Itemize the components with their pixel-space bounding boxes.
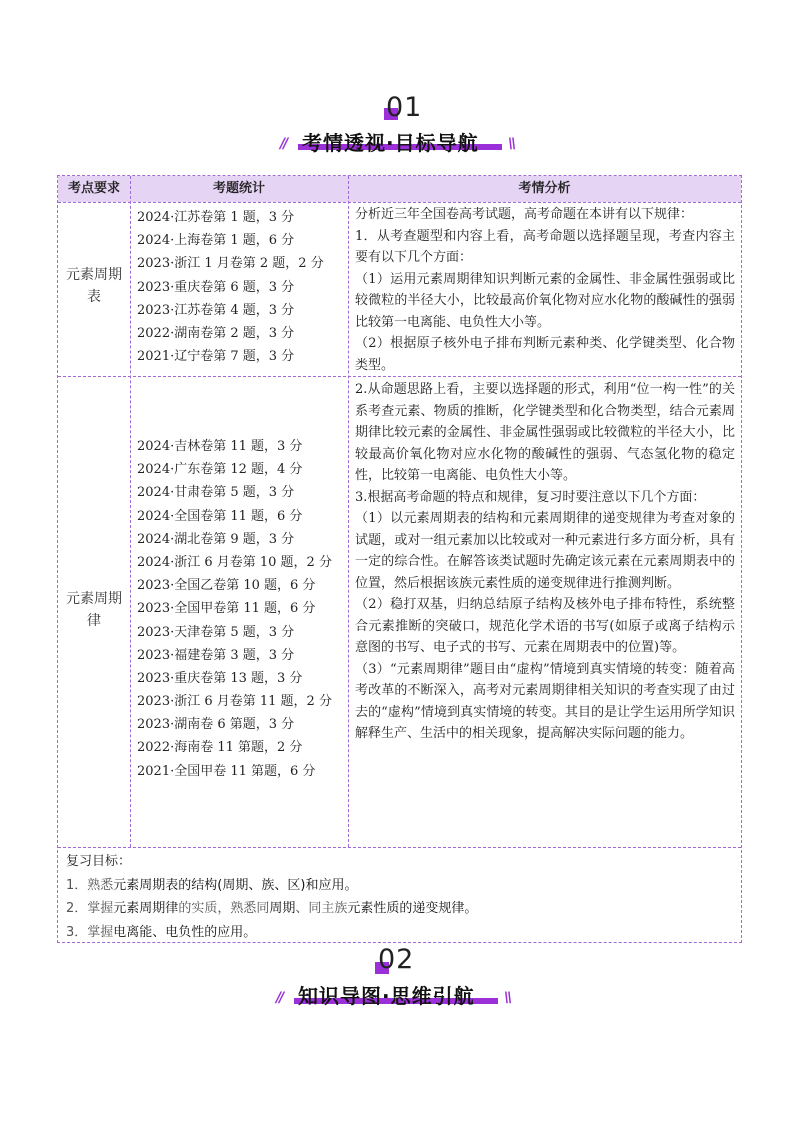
- goal-item: [66, 921, 736, 945]
- list-item: 2023·浙江 1 月卷第 2 题，2 分: [137, 256, 324, 272]
- exam-list: [137, 206, 324, 368]
- section-number: 01: [386, 92, 423, 123]
- analysis-paragraph: 1．从考查题型和内容上看，高考命题以选择题呈现，考查内容主要有以下几个方面：: [355, 228, 735, 265]
- list-item: 2023·江苏卷第 4 题，3 分: [137, 302, 295, 318]
- goal-text: 元素周期律: [113, 901, 179, 916]
- goal-text: 、同主族: [295, 901, 348, 916]
- list-item: 2023·湖南卷 6 第题，3 分: [137, 717, 295, 733]
- analysis-paragraph: （1）运用元素周期律知识判断元素的金属性、非金属性强弱或比较微粒的半径大小，比较最高价氧化物对应水化物的酸碱性的强弱比较第一电离能、电负性大小等。: [355, 271, 735, 330]
- divider: [58, 847, 741, 848]
- list-item: 2024·全国卷第 11 题，6 分: [137, 508, 303, 524]
- list-item: 2023·重庆卷第 13 题，3 分: [137, 670, 303, 686]
- list-item: 2021·全国甲卷 11 第题，6 分: [137, 763, 316, 779]
- analysis-paragraph: 2.从命题思路上看，主要以选择题的形式，利用“位一构一性”的关系考查元素、物质的推断，化学键类型和化合物类型，结合元素周期律比较元素的金属性、非金属性强弱或比较微粒的半径大小，比较最高价氧化物对应水化物的酸碱性的强弱、气态氢化物的稳定性，比较第一电离能、电负性大小等。: [355, 382, 735, 483]
- section-number: 02: [378, 944, 415, 975]
- divider: [348, 176, 349, 847]
- topic-cell: 元素周期表: [66, 267, 122, 305]
- exam-analysis-table: [57, 175, 742, 943]
- goal-item: [66, 897, 736, 921]
- goal-text: 周期: [269, 901, 296, 916]
- list-item: 2024·上海卷第 1 题，6 分: [137, 233, 295, 249]
- list-item: 2024·广东卷第 12 题，4 分: [137, 462, 303, 478]
- divider: [130, 176, 131, 847]
- slash-decoration-right: \\: [508, 136, 515, 152]
- header-analysis: 考情分析: [518, 181, 571, 196]
- goal-text: 元素周期表的结构(周期、族、区)和应用。: [113, 877, 358, 893]
- goal-number: 1．: [66, 877, 88, 893]
- topic-cell: 元素周期律: [66, 591, 122, 629]
- list-item: 2023·重庆卷第 6 题，3 分: [137, 279, 295, 295]
- header-topic: 考点要求: [67, 181, 120, 196]
- goal-number: 3．: [66, 924, 88, 940]
- divider: [58, 202, 741, 203]
- list-item: 2023·福建卷第 3 题，3 分: [137, 647, 295, 663]
- goals-title: 复习目标：: [66, 854, 132, 869]
- goal-text: 熟悉: [87, 877, 114, 893]
- list-item: 2021·辽宁卷第 7 题，3 分: [137, 349, 295, 365]
- list-item: 2023·全国甲卷第 11 题，6 分: [137, 601, 316, 617]
- divider: [58, 376, 741, 377]
- analysis-cell: [355, 204, 735, 376]
- list-item: 2023·全国乙卷第 10 题，6 分: [137, 578, 316, 594]
- slash-decoration-left: //: [276, 990, 283, 1006]
- section-title: 知识导图·思维引航: [298, 984, 475, 1008]
- review-goals: [66, 850, 736, 944]
- slash-decoration-left: //: [280, 136, 287, 152]
- list-item: 2024·湖北卷第 9 题，3 分: [137, 531, 295, 547]
- analysis-paragraph: （2）稳打双基，归纳总结原子结构及核外电子排布特性，系统整合元素推断的突破口，规范化学术语的书写(如原子或离子结构示意图的书写、电子式的书写、元素在周期表中的位置)等。: [355, 597, 735, 655]
- analysis-paragraph: （2）根据原子核外电子排布判断元素种类、化学键类型、化合物类型。: [355, 336, 735, 373]
- list-item: 2022·海南卷 11 第题，2 分: [137, 740, 303, 756]
- goal-text: 掌握: [87, 924, 114, 940]
- analysis-paragraph: 3.根据高考命题的特点和规律，复习时要注意以下几个方面：: [355, 489, 706, 505]
- list-item: 2023·天津卷第 5 题，3 分: [137, 624, 295, 640]
- header-exams: 考题统计: [212, 181, 265, 196]
- goal-text: 的递变规律。: [399, 901, 478, 916]
- analysis-paragraph: （1）以元素周期表的结构和元素周期律的递变规律为考查对象的试题，或对一组元素加以比较或对一种元素进行多方面分析，具有一定的综合性。在解答该类试题时先确定该元素在元素周期表中的位置，然后根据该族元素性质的递变规律进行推测判断。: [355, 511, 735, 591]
- slash-decoration-right: \\: [504, 990, 511, 1006]
- list-item: 2023·浙江 6 月卷第 11 题，2 分: [137, 694, 332, 710]
- list-item: 2024·吉林卷第 11 题，3 分: [137, 439, 303, 454]
- exam-list: [137, 435, 332, 783]
- goal-number: 2．: [66, 901, 88, 916]
- list-item: 2022·湖南卷第 2 题，3 分: [137, 325, 295, 341]
- list-item: 2024·江苏卷第 1 题，3 分: [137, 210, 295, 225]
- analysis-paragraph: 分析近三年全国卷高考试题，高考命题在本讲有以下规律：: [355, 207, 694, 222]
- goal-text: 电离能、电负性的应用。: [113, 924, 257, 940]
- section-title: 考情透视·目标导航: [302, 131, 479, 155]
- list-item: 2024·甘肃卷第 5 题，3 分: [137, 485, 295, 501]
- list-item: 2024·浙江 6 月卷第 10 题，2 分: [137, 554, 332, 570]
- analysis-cell: [355, 379, 735, 745]
- goal-text: 元素性质: [347, 901, 400, 916]
- goal-item: [66, 874, 736, 898]
- goal-text: 掌握: [87, 901, 114, 916]
- goal-text: 的实质，熟悉同: [178, 901, 270, 916]
- analysis-paragraph: （3）“元素周期律”题目由“虚构”情境到真实情境的转变：随着高考改革的不断深入，高考对元素周期律相关知识的考查实现了由过去的“虚构”情境到真实情境的转变。其目的是让学生运用所学知识解释生产、生活中的相关现象，提高解决实际问题的能力。: [355, 661, 735, 741]
